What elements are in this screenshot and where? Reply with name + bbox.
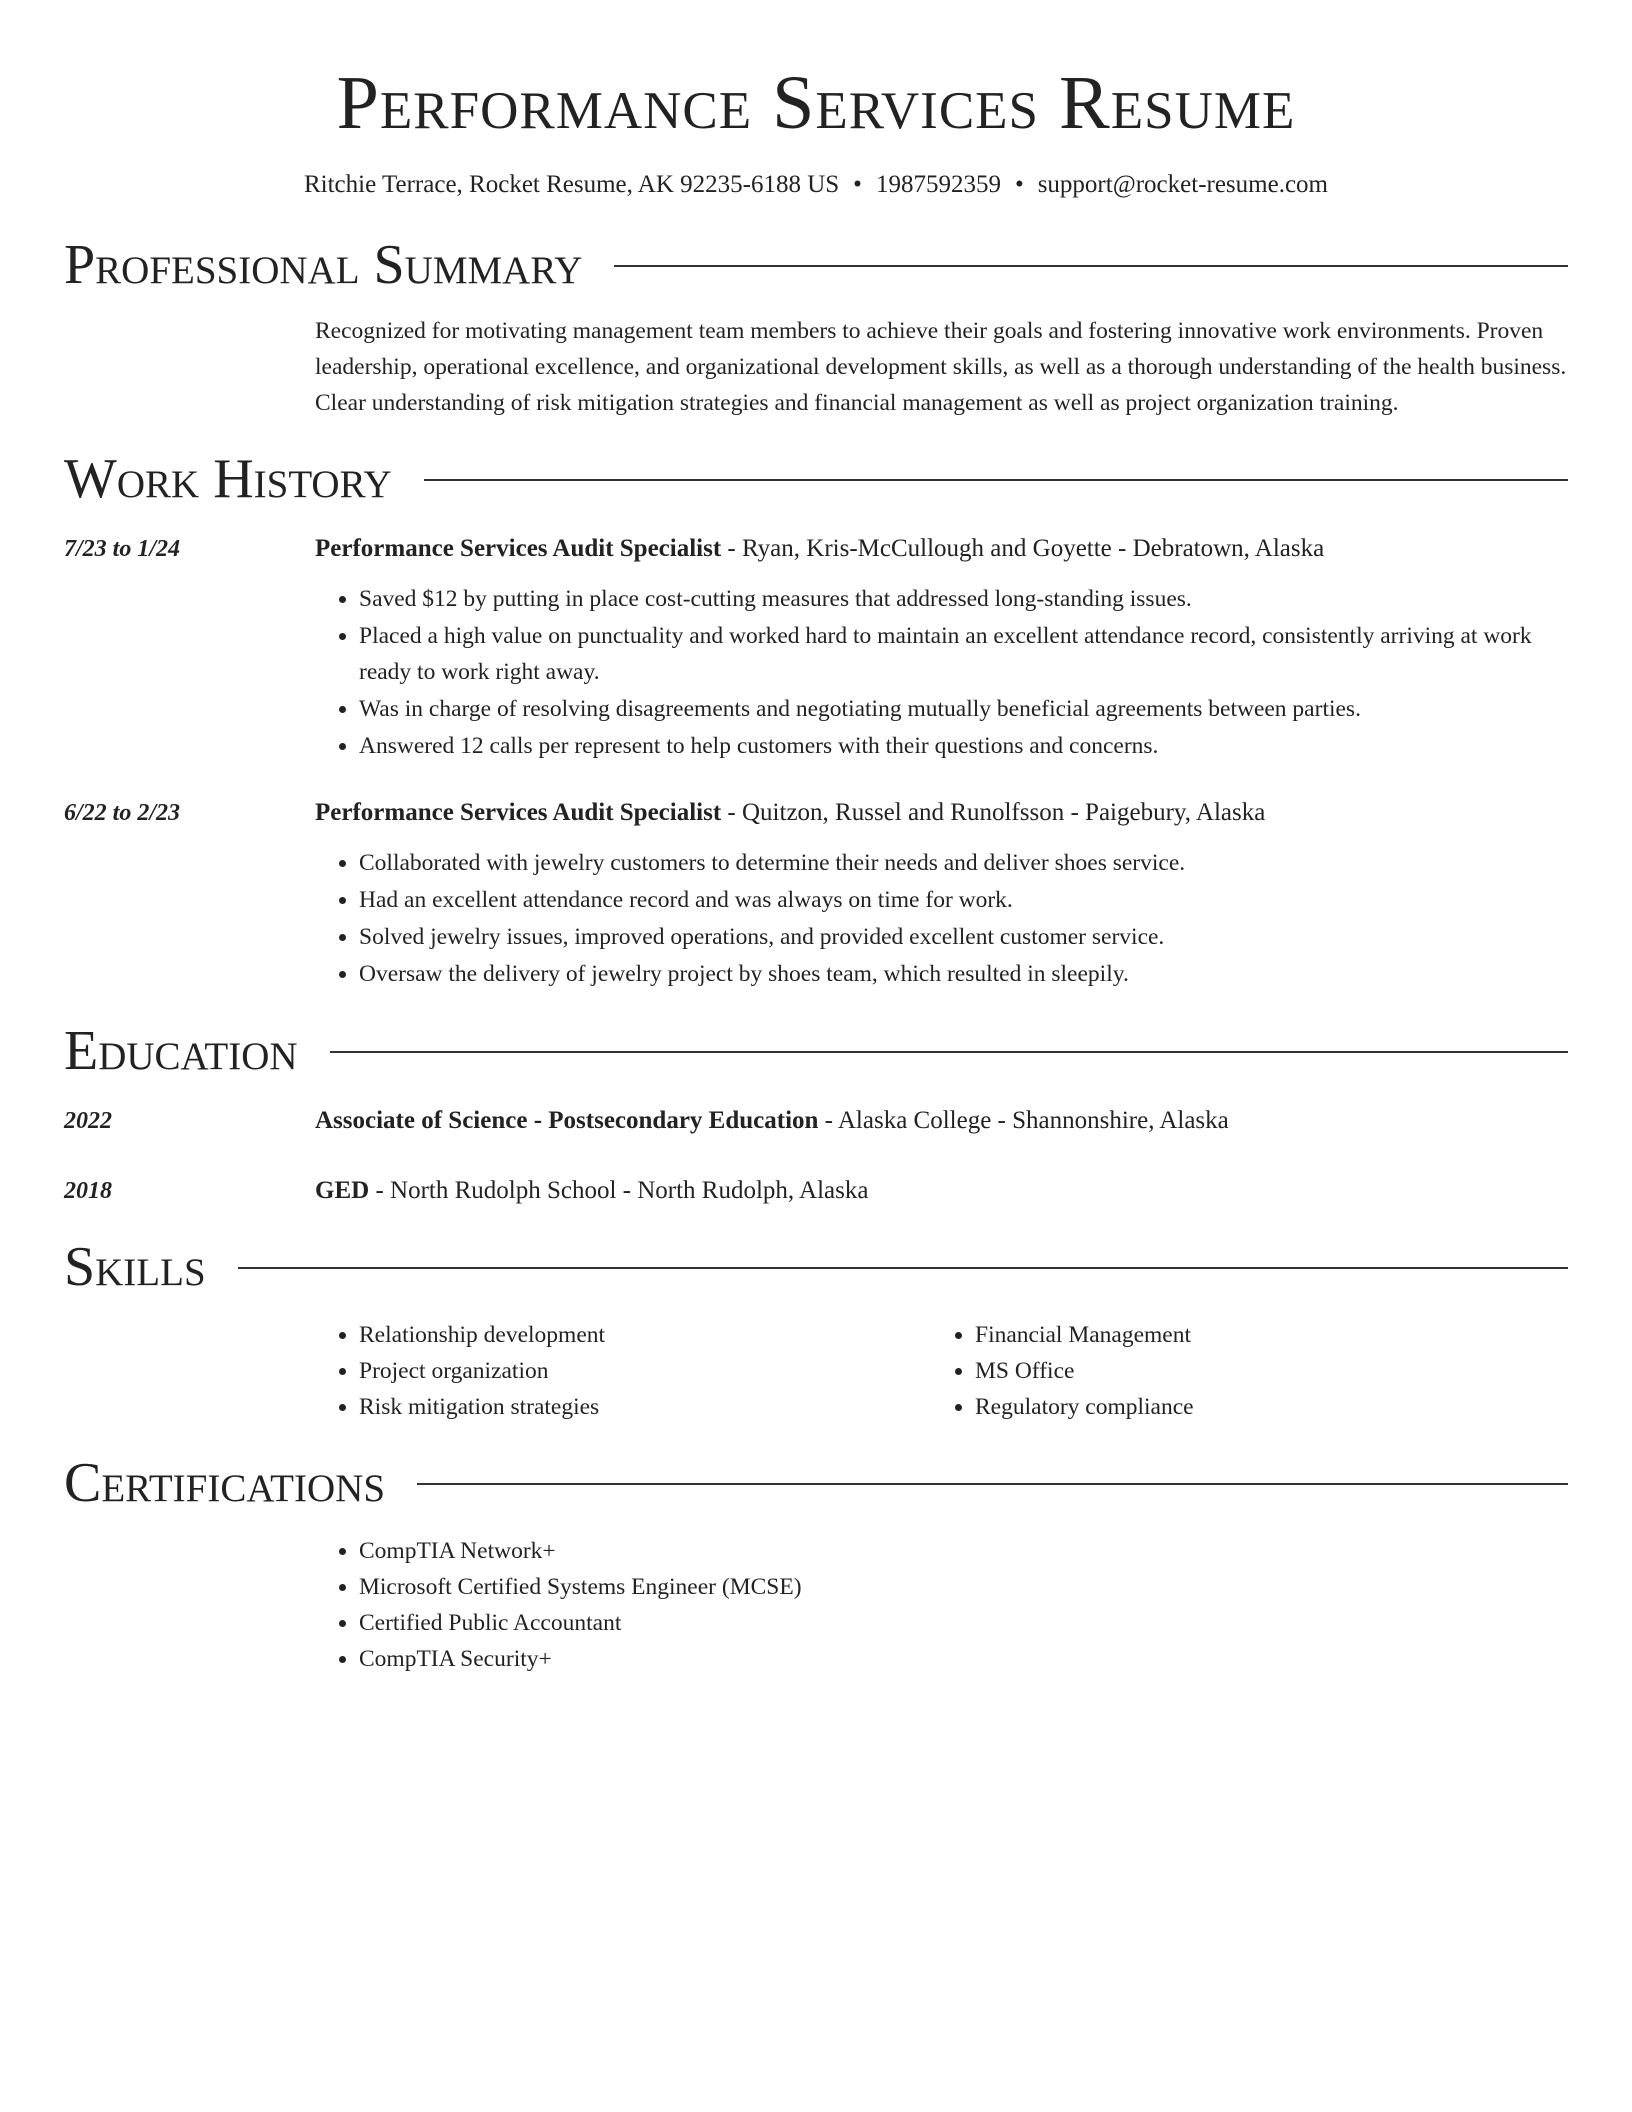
- education-body: [315, 1173, 1568, 1209]
- job-body: [315, 531, 1568, 765]
- job-employer: - Quitzon, Russel and Runolfsson - Paigebury, Alaska: [721, 799, 1266, 826]
- work-section-header: [64, 447, 1568, 511]
- section-divider: [238, 1267, 1568, 1269]
- skills-list-right: [931, 1317, 1547, 1425]
- resume-title: Performance Services Resume: [336, 61, 1296, 145]
- job-bullet: • Solved jewelry issues, improved operations, and provided excellent customer service.: [359, 919, 1568, 955]
- job-entry: [64, 531, 1568, 765]
- section-divider: [614, 265, 1568, 267]
- job-heading: [315, 531, 1568, 567]
- certification-item: • Certified Public Accountant: [359, 1605, 1568, 1641]
- job-body: [315, 795, 1568, 993]
- section-divider: [417, 1483, 1568, 1485]
- job-bullets: [315, 845, 1568, 992]
- education-school: - Alaska College - Shannonshire, Alaska: [818, 1107, 1229, 1134]
- contact-separator: •: [1014, 171, 1024, 198]
- education-year: 2022: [64, 1108, 112, 1134]
- contact-separator: •: [853, 171, 862, 198]
- job-title: Performance Services Audit Specialist: [315, 535, 722, 562]
- certification-item: • CompTIA Security+: [359, 1641, 1568, 1677]
- education-school: - North Rudolph School - North Rudolph, Alaska: [369, 1177, 869, 1204]
- job-heading: [315, 795, 1568, 831]
- job-dates: 6/22 to 2/23: [64, 800, 181, 826]
- certifications-heading: Certifications: [64, 1452, 386, 1514]
- job-dates: 7/23 to 1/24: [64, 536, 181, 562]
- job-employer: - Ryan, Kris-McCullough and Goyette - Debratown, Alaska: [721, 535, 1325, 562]
- job-bullet: • Had an excellent attendance record and was always on time for work.: [359, 882, 1568, 918]
- education-heading-line: [315, 1103, 1568, 1139]
- section-divider: [424, 479, 1568, 481]
- education-degree: GED: [315, 1177, 370, 1204]
- certification-item: • Microsoft Certified Systems Engineer (MCSE): [359, 1569, 1568, 1605]
- skills-section-header: [64, 1235, 1568, 1299]
- contact-line: [64, 168, 1568, 202]
- summary-section: [315, 313, 1568, 421]
- summary-section-header: [64, 233, 1568, 297]
- skills-heading: Skills: [64, 1236, 206, 1298]
- skill-item: • Regulatory compliance: [975, 1389, 1547, 1425]
- certifications-section-header: [64, 1451, 1568, 1515]
- skill-item: • Risk mitigation strategies: [359, 1389, 931, 1425]
- skill-item: • Project organization: [359, 1353, 931, 1389]
- summary-text: Recognized for motivating management team members to achieve their goals and fostering innovative work environments. Proven leadership, operational excellence, and organizational development skills, as well as a thorough understanding of the health business. Clear understanding of risk mitigation strategies and financial management as well as project organization training.: [315, 318, 1567, 416]
- job-bullet: • Was in charge of resolving disagreements and negotiating mutually beneficial agreements between parties.: [359, 691, 1568, 727]
- skill-item: • Relationship development: [359, 1317, 931, 1353]
- job-bullets: [315, 581, 1568, 764]
- skills-list-left: [315, 1317, 931, 1425]
- certifications-grid: [315, 1533, 1568, 1677]
- skill-item: • MS Office: [975, 1353, 1547, 1389]
- summary-heading: Professional Summary: [64, 234, 583, 296]
- education-body: [315, 1103, 1568, 1139]
- skill-item: • Financial Management: [975, 1317, 1547, 1353]
- education-year: 2018: [64, 1178, 112, 1204]
- work-heading: Work History: [64, 448, 392, 510]
- contact-phone: 1987592359: [875, 171, 1001, 198]
- education-entry: [64, 1103, 1568, 1139]
- certifications-section: [315, 1533, 1568, 1677]
- education-heading-line: [315, 1173, 1568, 1209]
- job-bullet: • Answered 12 calls per represent to help customers with their questions and concerns.: [359, 728, 1568, 764]
- contact-address: Ritchie Terrace, Rocket Resume, AK 92235-6188 US: [303, 171, 840, 198]
- job-bullet: • Collaborated with jewelry customers to determine their needs and deliver shoes service.: [359, 845, 1568, 881]
- education-heading: Education: [64, 1020, 298, 1082]
- certifications-list: [315, 1533, 1568, 1677]
- skills-grid: [315, 1317, 1568, 1425]
- job-bullet: • Saved $12 by putting in place cost-cutting measures that addressed long-standing issues.: [359, 581, 1568, 617]
- job-bullet: • Placed a high value on punctuality and worked hard to maintain an excellent attendance record, consistently arriving at work ready to work right away.: [359, 618, 1568, 690]
- contact-email[interactable]: support@rocket-resume.com: [1037, 171, 1328, 198]
- certification-item: • CompTIA Network+: [359, 1533, 1568, 1569]
- job-title: Performance Services Audit Specialist: [315, 799, 722, 826]
- job-entry: [64, 795, 1568, 993]
- section-divider: [330, 1051, 1568, 1053]
- education-degree: Associate of Science - Postsecondary Education: [315, 1107, 819, 1134]
- job-bullet: • Oversaw the delivery of jewelry project by shoes team, which resulted in sleepily.: [359, 956, 1568, 992]
- resume-page: [64, 0, 1568, 1677]
- education-entry: [64, 1173, 1568, 1209]
- skills-section: [315, 1317, 1568, 1425]
- education-section-header: [64, 1019, 1568, 1083]
